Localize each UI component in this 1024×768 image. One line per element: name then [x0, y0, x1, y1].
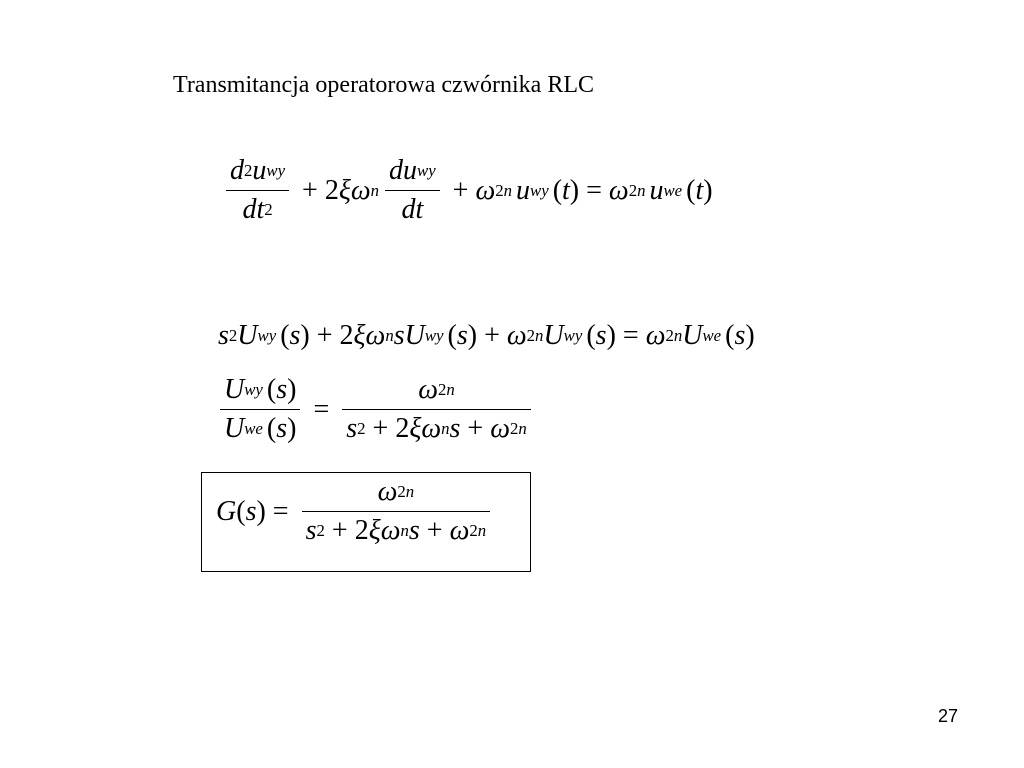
fraction-bar [342, 409, 531, 410]
first-derivative-fraction [385, 155, 440, 226]
fraction-denominator: dt 2 [242, 194, 273, 226]
fraction-numerator: d 2 u wy [230, 155, 286, 186]
fraction-denominator: s 2 + 2 ξ ω n s + ω 2 n [346, 413, 527, 445]
fraction-bar [302, 511, 491, 512]
second-derivative-fraction [226, 155, 289, 226]
transfer-function-fraction [302, 476, 491, 547]
fraction-denominator: s 2 + 2 ξ ω n s + ω 2 n [305, 515, 487, 547]
transfer-function-equation: G ( s ) = ω 2 n s 2 + 2 ξ ω n s + ω 2 n [216, 476, 496, 547]
output-input-ratio [220, 374, 300, 445]
fraction-numerator: U wy ( s ) [224, 374, 297, 405]
fraction-denominator: U we ( s ) [224, 413, 297, 445]
transfer-fraction [342, 374, 531, 445]
fraction-numerator: ω 2 n [377, 476, 415, 507]
fraction-denominator: dt [401, 194, 424, 226]
differential-equation: d 2 u wy dt 2 + 2 ξ ω n du wy dt + ω 2 n u wy ( t ) = ω 2 n u we ( t ) [220, 155, 713, 226]
fraction-bar [220, 409, 300, 410]
fraction-bar [385, 190, 440, 191]
laplace-equation: s 2 U wy ( s ) + 2 ξ ω n s U wy ( s ) + ω 2 n U wy ( s ) = ω 2 n U we ( s ) [218, 320, 755, 351]
page-number: 27 [938, 706, 959, 726]
fraction-numerator: ω 2 n [418, 374, 455, 405]
slide-title: Transmitancja operatorowa czwórnika RLC [173, 72, 594, 98]
fraction-bar [226, 190, 289, 191]
fraction-numerator: du wy [389, 155, 436, 186]
transfer-ratio-equation: U wy ( s ) U we ( s ) = ω 2 n s 2 + 2 ξ ω n s + ω 2 n [214, 374, 537, 445]
